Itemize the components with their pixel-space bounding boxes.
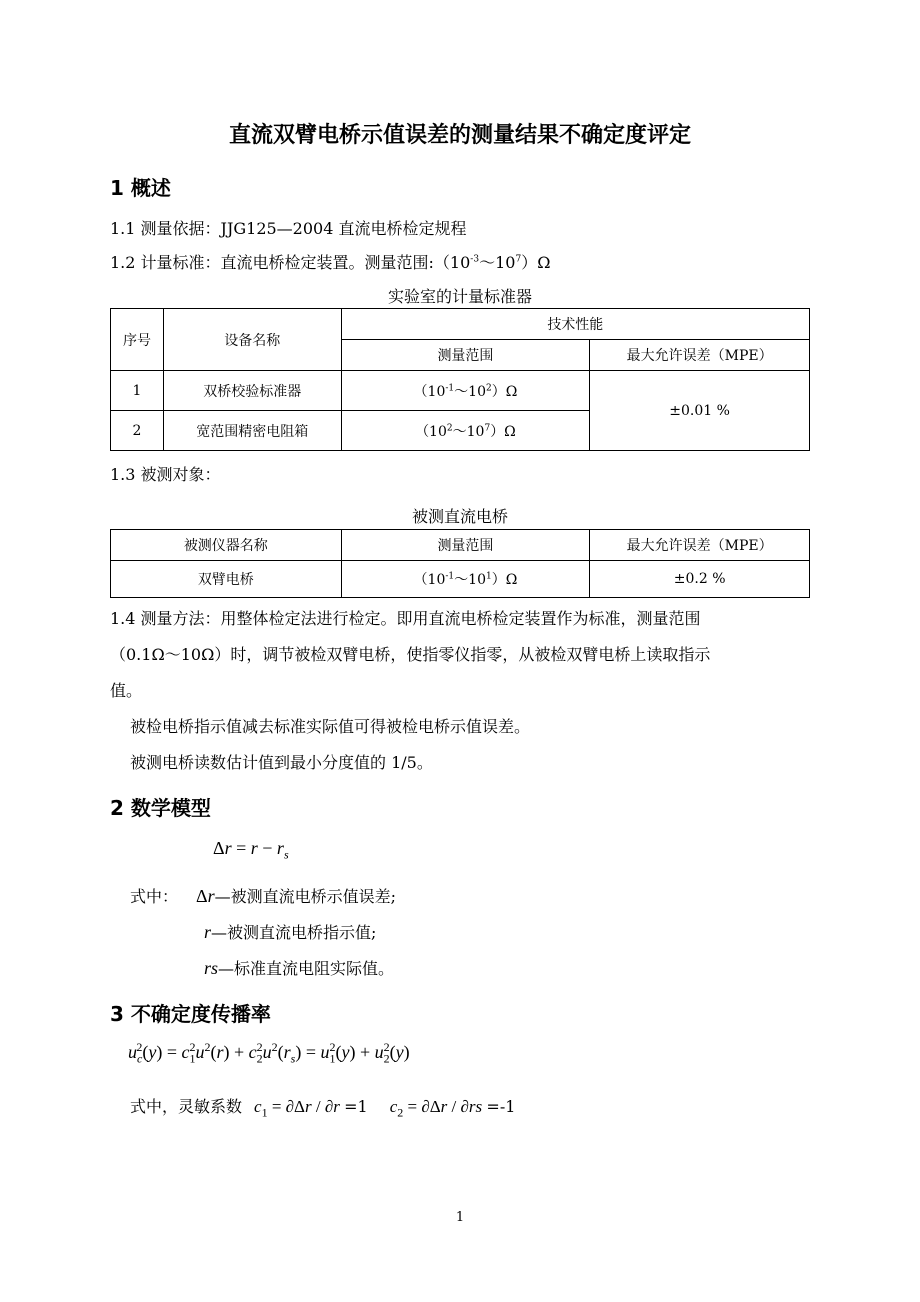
text-run: （10 xyxy=(413,572,446,588)
section-1-heading: 1 概述 xyxy=(110,176,171,200)
text-run: （10 xyxy=(415,423,447,440)
table-row xyxy=(111,371,810,411)
cell-name: 宽范围精密电阻箱 xyxy=(163,411,341,451)
cell-no: 2 xyxy=(111,411,164,451)
definition-rs: rs—标准直流电阻实际值。 xyxy=(204,958,395,978)
paragraph-1-1: 1.1 测量依据：JJG125—2004 直流电桥检定规程 xyxy=(110,219,467,238)
text-run: ）Ω xyxy=(521,253,551,272)
paragraph-1-2 xyxy=(110,250,550,273)
text-run: ）Ω xyxy=(490,423,516,440)
definition-delta-r: Δr—被测直流电桥示值误差; xyxy=(196,886,396,906)
paragraph-reading-estimate: 被测电桥读数估计值到最小分度值的 1/5。 xyxy=(130,753,433,772)
definition-text: —标准直流电阻实际值。 xyxy=(218,959,395,978)
paragraph-error-definition: 被检电桥指示值减去标准实际值可得被检电桥示值误差。 xyxy=(130,717,531,736)
coef-label: 式中，灵敏系数 xyxy=(130,1097,243,1116)
exponent: -3 xyxy=(470,254,480,265)
table-2-caption: 被测直流电桥 xyxy=(411,507,508,526)
definition-text: —被测直流电桥指示值; xyxy=(211,923,377,942)
exponent: 2 xyxy=(446,422,453,433)
exponent: 7 xyxy=(515,254,522,265)
document-title: 直流双臂电桥示值误差的测量结果不确定度评定 xyxy=(228,123,691,148)
header-tech-performance: 技术性能 xyxy=(341,309,809,340)
table-row xyxy=(111,561,810,598)
propagation-equation: $u_c^2(y) = c_1^2u^2(r) + c_2^2u^2(r_s) = u_1^2(y) + u_2^2(y)$ xyxy=(128,1040,410,1066)
text-run: ）Ω xyxy=(491,383,518,400)
text-run: ～10 xyxy=(452,423,485,440)
paragraph-1-4-line1: 1.4 测量方法：用整体检定法进行检定。即用直流电桥检定装置作为标准，测量范围 xyxy=(110,609,701,628)
text-run: ～10 xyxy=(454,383,486,400)
header-device-name: 设备名称 xyxy=(163,309,341,371)
cell-range xyxy=(341,371,590,411)
paragraph-1-4-line2: （0.1Ω～10Ω）时，调节被检双臂电桥，使指零仪指零，从被检双臂电桥上读取指示 xyxy=(110,645,711,664)
header-range: 测量范围 xyxy=(341,530,590,561)
header-mpe: 最大允许误差（MPE） xyxy=(590,530,810,561)
standards-table xyxy=(110,308,810,451)
exponent: -1 xyxy=(445,382,455,393)
page-number: 1 xyxy=(455,1210,465,1225)
cell-mpe: ±0.01 % xyxy=(590,371,810,451)
paragraph-1-3: 1.3 被测对象： xyxy=(110,465,221,484)
definition-text: —被测直流电桥示值误差; xyxy=(214,887,396,906)
cell-range xyxy=(341,411,590,451)
tested-instrument-table xyxy=(110,529,810,598)
exponent: 1 xyxy=(485,571,492,582)
cell-name: 双臂电桥 xyxy=(111,561,342,598)
cell-name: 双桥校验标准器 xyxy=(163,371,341,411)
cell-range xyxy=(341,561,590,598)
exponent: -1 xyxy=(445,571,455,582)
text-run: ～10 xyxy=(479,253,516,272)
model-equation: $\Delta r = r - r_s$ xyxy=(213,838,289,862)
c2-value: =-1 xyxy=(486,1097,516,1116)
c1-value: =1 xyxy=(344,1097,368,1116)
exponent: 7 xyxy=(484,422,491,433)
header-mpe: 最大允许误差（MPE） xyxy=(590,340,810,371)
header-instrument-name: 被测仪器名称 xyxy=(111,530,342,561)
cell-mpe: ±0.2 % xyxy=(590,561,810,598)
section-2-heading: 2 数学模型 xyxy=(110,796,211,820)
cell-no: 1 xyxy=(111,371,164,411)
header-range: 测量范围 xyxy=(341,340,590,371)
section-3-heading: 3 不确定度传播率 xyxy=(110,1002,271,1026)
table-1-caption: 实验室的计量标准器 xyxy=(387,287,532,306)
header-no: 序号 xyxy=(111,309,164,371)
where-label: 式中： xyxy=(130,887,179,906)
definition-r: r—被测直流电桥指示值; xyxy=(204,922,377,942)
text-run: ）Ω xyxy=(491,572,518,588)
exponent: 2 xyxy=(485,382,492,393)
text-run: （10 xyxy=(413,383,446,400)
text-run: ～10 xyxy=(454,572,486,588)
paragraph-1-4-line3: 值。 xyxy=(110,681,143,700)
text-run: 1.2 计量标准：直流电桥检定装置。测量范围:（10 xyxy=(110,253,471,272)
sensitivity-coefficients: 式中，灵敏系数 $c_1 = \partial\Delta r / \partial r =1$ $c_2 = \partial\Delta r / \partial rs =-1$ xyxy=(130,1097,516,1120)
